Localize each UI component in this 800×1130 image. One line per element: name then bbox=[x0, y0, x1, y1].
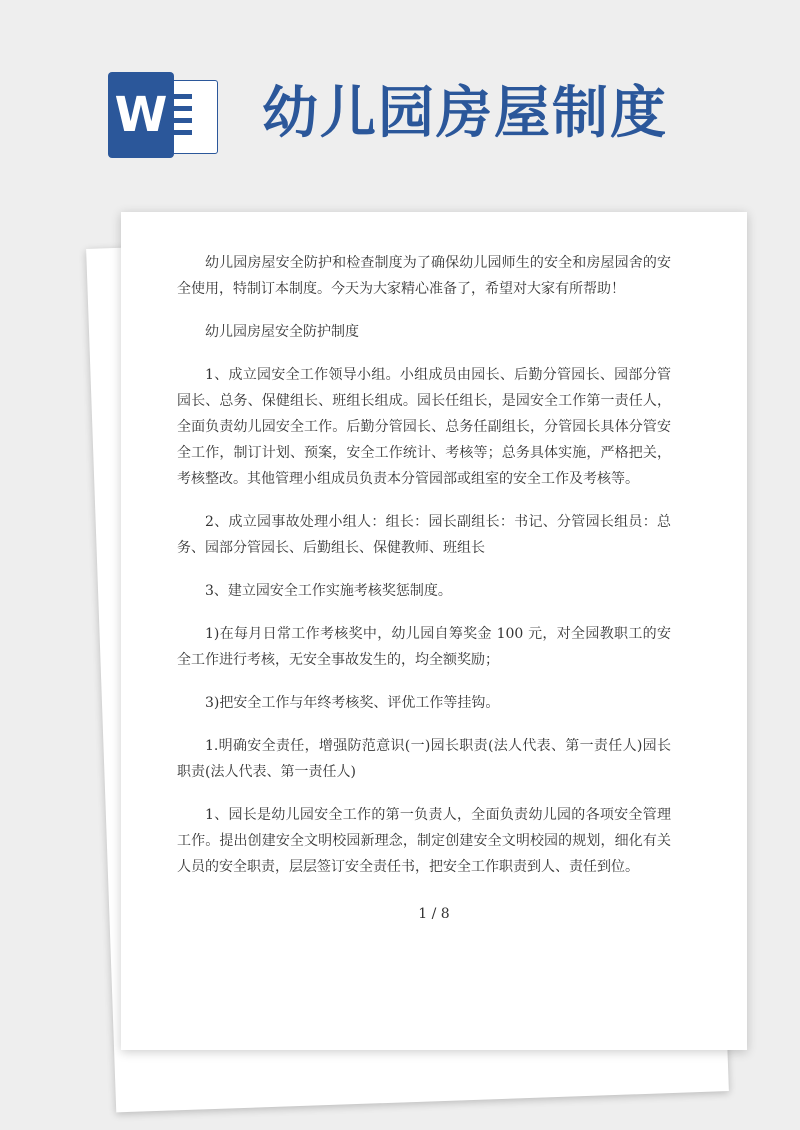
word-icon-letter: W bbox=[108, 72, 174, 158]
page-indicator: 1 / 8 bbox=[418, 906, 450, 922]
paragraph: 3)把安全工作与年终考核奖、评优工作等挂钩。 bbox=[205, 695, 500, 711]
paragraph: 1、园长是幼儿园安全工作的第一负责人，全面负责幼儿园的各项安全管理工作。提出创建安全文明校园新理念，制定创建安全文明校园的规划，细化有关人员的安全职责，层层签订安全责任书，把安全工作职责到人、责任到位。 bbox=[177, 807, 671, 875]
paragraph-intro: 幼儿园房屋安全防护和检查制度为了确保幼儿园师生的安全和房屋园舍的安全使用，特制订本制度。今天为大家精心准备了，希望对大家有所帮助！ bbox=[177, 255, 671, 297]
paragraph: 3、建立园安全工作实施考核奖惩制度。 bbox=[205, 583, 452, 599]
header bbox=[0, 0, 800, 200]
word-icon bbox=[108, 72, 218, 158]
document-body bbox=[177, 250, 671, 897]
paragraph: 2、成立园事故处理小组人：组长：园长副组长：书记、分管园长组员：总务、园部分管园长、后勤组长、保健教师、班组长 bbox=[177, 514, 671, 556]
paragraph: 1.明确安全责任，增强防范意识(一)园长职责(法人代表、第一责任人)园长职责(法人代表、第一责任人) bbox=[177, 738, 671, 780]
paragraph: 1)在每月日常工作考核奖中，幼儿园自筹奖金 100 元，对全园教职工的安全工作进行考核，无安全事故发生的，均全额奖励； bbox=[177, 626, 671, 668]
document-title: 幼儿园房屋制度 bbox=[262, 81, 668, 146]
section-heading: 幼儿园房屋安全防护制度 bbox=[205, 324, 359, 340]
document-page bbox=[121, 212, 747, 1050]
paragraph: 1、成立园安全工作领导小组。小组成员由园长、后勤分管园长、园部分管园长、总务、保健组长、班组长组成。园长任组长，是园安全工作第一责任人，全面负责幼儿园安全工作。后勤分管园长、总务任副组长，分管园长具体分管安全工作，制订计划、预案，安全工作统计、考核等；总务具体实施，严格把关，考核整改。其他管理小组成员负责本分管园部或组室的安全工作及考核等。 bbox=[177, 367, 671, 487]
